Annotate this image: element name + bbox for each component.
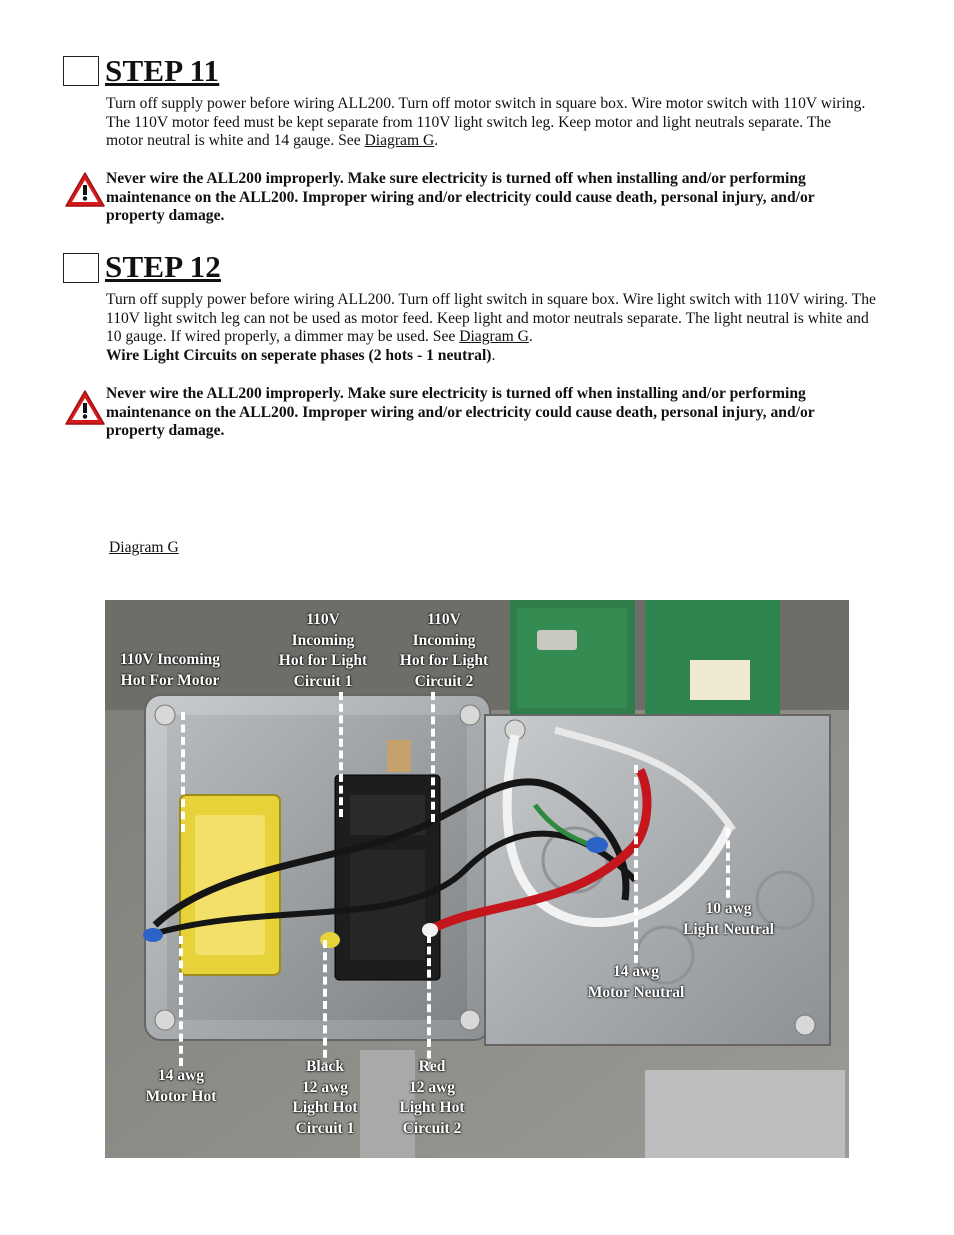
pointer-motor-neutral [634, 765, 638, 963]
step12-phase-note: Wire Light Circuits on seperate phases (2 hots - 1 neutral) [106, 346, 492, 364]
label-light1-in: 110V Incoming Hot for Light Circuit 1 [278, 611, 368, 690]
step11-checkbox[interactable] [63, 56, 99, 86]
pointer-light-neutral [726, 828, 730, 898]
label-motor-neutral: 14 awg Motor Neutral [587, 963, 685, 1001]
label-light2-hot: Red 12 awg Light Hot Circuit 2 [399, 1058, 465, 1137]
step12-title: STEP 12 [105, 249, 221, 284]
label-motor-hot-in: 110V Incoming Hot For Motor [119, 651, 221, 689]
label-motor-hot: 14 awg Motor Hot [145, 1067, 217, 1105]
label-light2-in: 110V Incoming Hot for Light Circuit 2 [399, 611, 489, 690]
pointer-light1-hot [323, 940, 327, 1070]
pointer-light2-in [431, 692, 435, 822]
step11-instructions: Turn off supply power before wiring ALL200. Turn off motor switch in square box. Wire motor switch with 110V wiring. The 110V motor feed must be kept separate from 110V light switch leg. Keep motor and light neutrals separate. The motor neutral is white and 14 gauge. See Diagram G. [106, 95, 866, 150]
step11-text: Turn off supply power before wiring ALL200. Turn off motor switch in square box. Wire motor switch with 110V wiring. The 110V motor feed must be kept separate from 110V light switch leg. Keep motor and light neutrals separate. The motor neutral is white and 14 gauge. See [106, 95, 866, 150]
step12-instructions: Turn off supply power before wiring ALL200. Turn off light switch in square box. Wire light switch with 110V wiring. The 110V light switch leg can not be used as motor feed. Keep light and motor neutrals separate. The light neutral is white and 10 gauge. If wired properly, a dimmer may be used. See Diagram G. Wire Light Circuits on seperate phases (2 hots - 1 neutral). [106, 291, 876, 364]
label-light-neutral: 10 awg Light Neutral [683, 900, 774, 938]
step12-warning: Never wire the ALL200 improperly. Make sure electricity is turned off when installing and/or performing maintenance on the ALL200. Improper wiring and/or electricity could cause death, personal injury, and/or property damage. [106, 385, 815, 440]
warning-icon [64, 171, 106, 209]
step11-warning: Never wire the ALL200 improperly. Make sure electricity is turned off when installing and/or performing maintenance on the ALL200. Improper wiring and/or electricity could cause death, personal injury, and/or property damage. [106, 170, 815, 225]
step12-checkbox[interactable] [63, 253, 99, 283]
step11-title: STEP 11 [105, 53, 220, 88]
step12-text: Turn off supply power before wiring ALL200. Turn off light switch in square box. Wire light switch with 110V wiring. The 110V light switch leg can not be used as motor feed. Keep light and motor neutrals separate. The light neutral is white and 10 gauge. If wired properly, a dimmer may be used. See [106, 291, 876, 346]
diagram-caption: Diagram G [109, 539, 179, 556]
pointer-light2-hot [427, 935, 431, 1070]
wiring-photo [105, 600, 849, 1158]
label-light1-hot: Black 12 awg Light Hot Circuit 1 [292, 1058, 358, 1137]
warning-icon [64, 389, 106, 427]
step12-diagram-link[interactable]: Diagram G [459, 328, 529, 346]
pointer-motor-hot [179, 936, 183, 1066]
pointer-light1-in [339, 692, 343, 817]
pointer-motor-hot-in [181, 712, 185, 832]
step11-diagram-link[interactable]: Diagram G [364, 132, 435, 150]
